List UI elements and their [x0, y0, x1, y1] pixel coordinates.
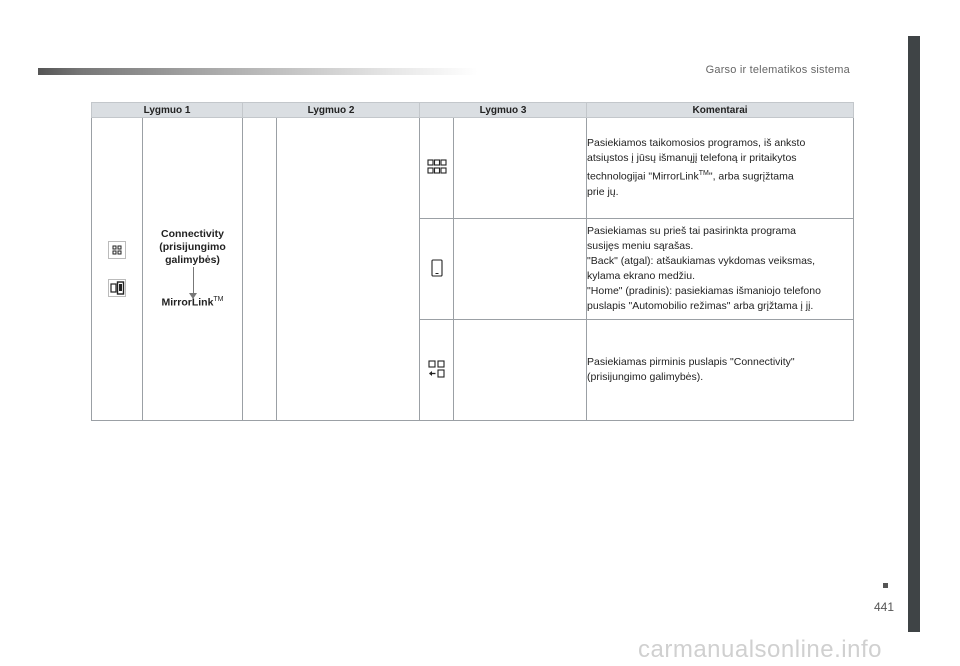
comment-line: Pasiekiamos taikomosios programos, iš anksto	[587, 137, 806, 150]
page-marker	[883, 583, 888, 588]
comment-line: "Back" (atgal): atšaukiamas vykdomas veiksmas,	[587, 255, 816, 267]
page-number: 441	[873, 600, 895, 614]
down-arrow-icon	[143, 267, 242, 303]
comment-cell	[587, 219, 854, 320]
header-gradient-bar	[38, 68, 478, 75]
smartphone-icon	[431, 259, 443, 277]
comment-line: susijęs meniu sąrašas.	[587, 240, 694, 252]
column-header-comments: Komentarai	[587, 103, 854, 118]
watermark: carmanualsonline.info	[638, 636, 882, 663]
level3-icon-cell	[420, 219, 454, 320]
apps-grid-icon	[108, 241, 126, 259]
level3-label-cell	[454, 320, 587, 421]
section-title: Garso ir telematikos sistema	[705, 64, 850, 76]
navigation-table	[91, 102, 854, 421]
column-header-level3: Lygmuo 3	[420, 103, 587, 118]
level1-icon-cell	[92, 118, 143, 421]
level1-label-cell	[143, 118, 243, 421]
level1-label-line3: galimybės)	[165, 254, 220, 267]
comment-line: technologijai "MirrorLink™", arba sugrįžtama	[587, 170, 794, 183]
comment-line: kylama ekrano medžiu.	[587, 270, 696, 282]
level2-label-cell	[277, 118, 420, 421]
level2-icon-cell	[243, 118, 277, 421]
column-header-level2: Lygmuo 2	[243, 103, 420, 118]
smartphone-mirror-icon	[108, 279, 126, 297]
comment-cell	[587, 118, 854, 219]
comment-line: Pasiekiamas su prieš tai pasirinkta programa	[587, 225, 796, 237]
side-tab-strip	[908, 36, 920, 632]
level3-label-cell	[454, 219, 587, 320]
table-header-row	[92, 103, 854, 118]
column-header-level1: Lygmuo 1	[92, 103, 243, 118]
level1-label-line1: Connectivity	[161, 228, 225, 241]
comment-cell	[587, 320, 854, 421]
mirrorlink-label: MirrorLink	[161, 296, 214, 309]
table-row	[92, 118, 854, 219]
level3-icon-cell	[420, 118, 454, 219]
comment-line: prie jų.	[587, 185, 619, 198]
comment-line: puslapis "Automobilio režimas" arba grįžtama į jį.	[587, 300, 814, 312]
comment-line: atsiųstos į jūsų išmanųjį telefoną ir pritaikytos	[587, 152, 797, 165]
apps-grid-icon	[427, 159, 447, 175]
level1-label-line2: (prisijungimo	[159, 241, 226, 254]
level3-label-cell	[454, 118, 587, 219]
level3-icon-cell	[420, 320, 454, 421]
comment-line: Pasiekiamas pirminis puslapis "Connectivity"	[587, 356, 795, 368]
back-to-connectivity-icon	[428, 360, 446, 378]
comment-line: (prisijungimo galimybės).	[587, 371, 704, 383]
comment-line: "Home" (pradinis): pasiekiamas išmaniojo telefono	[587, 285, 821, 297]
trademark-mark: TM	[213, 296, 224, 304]
